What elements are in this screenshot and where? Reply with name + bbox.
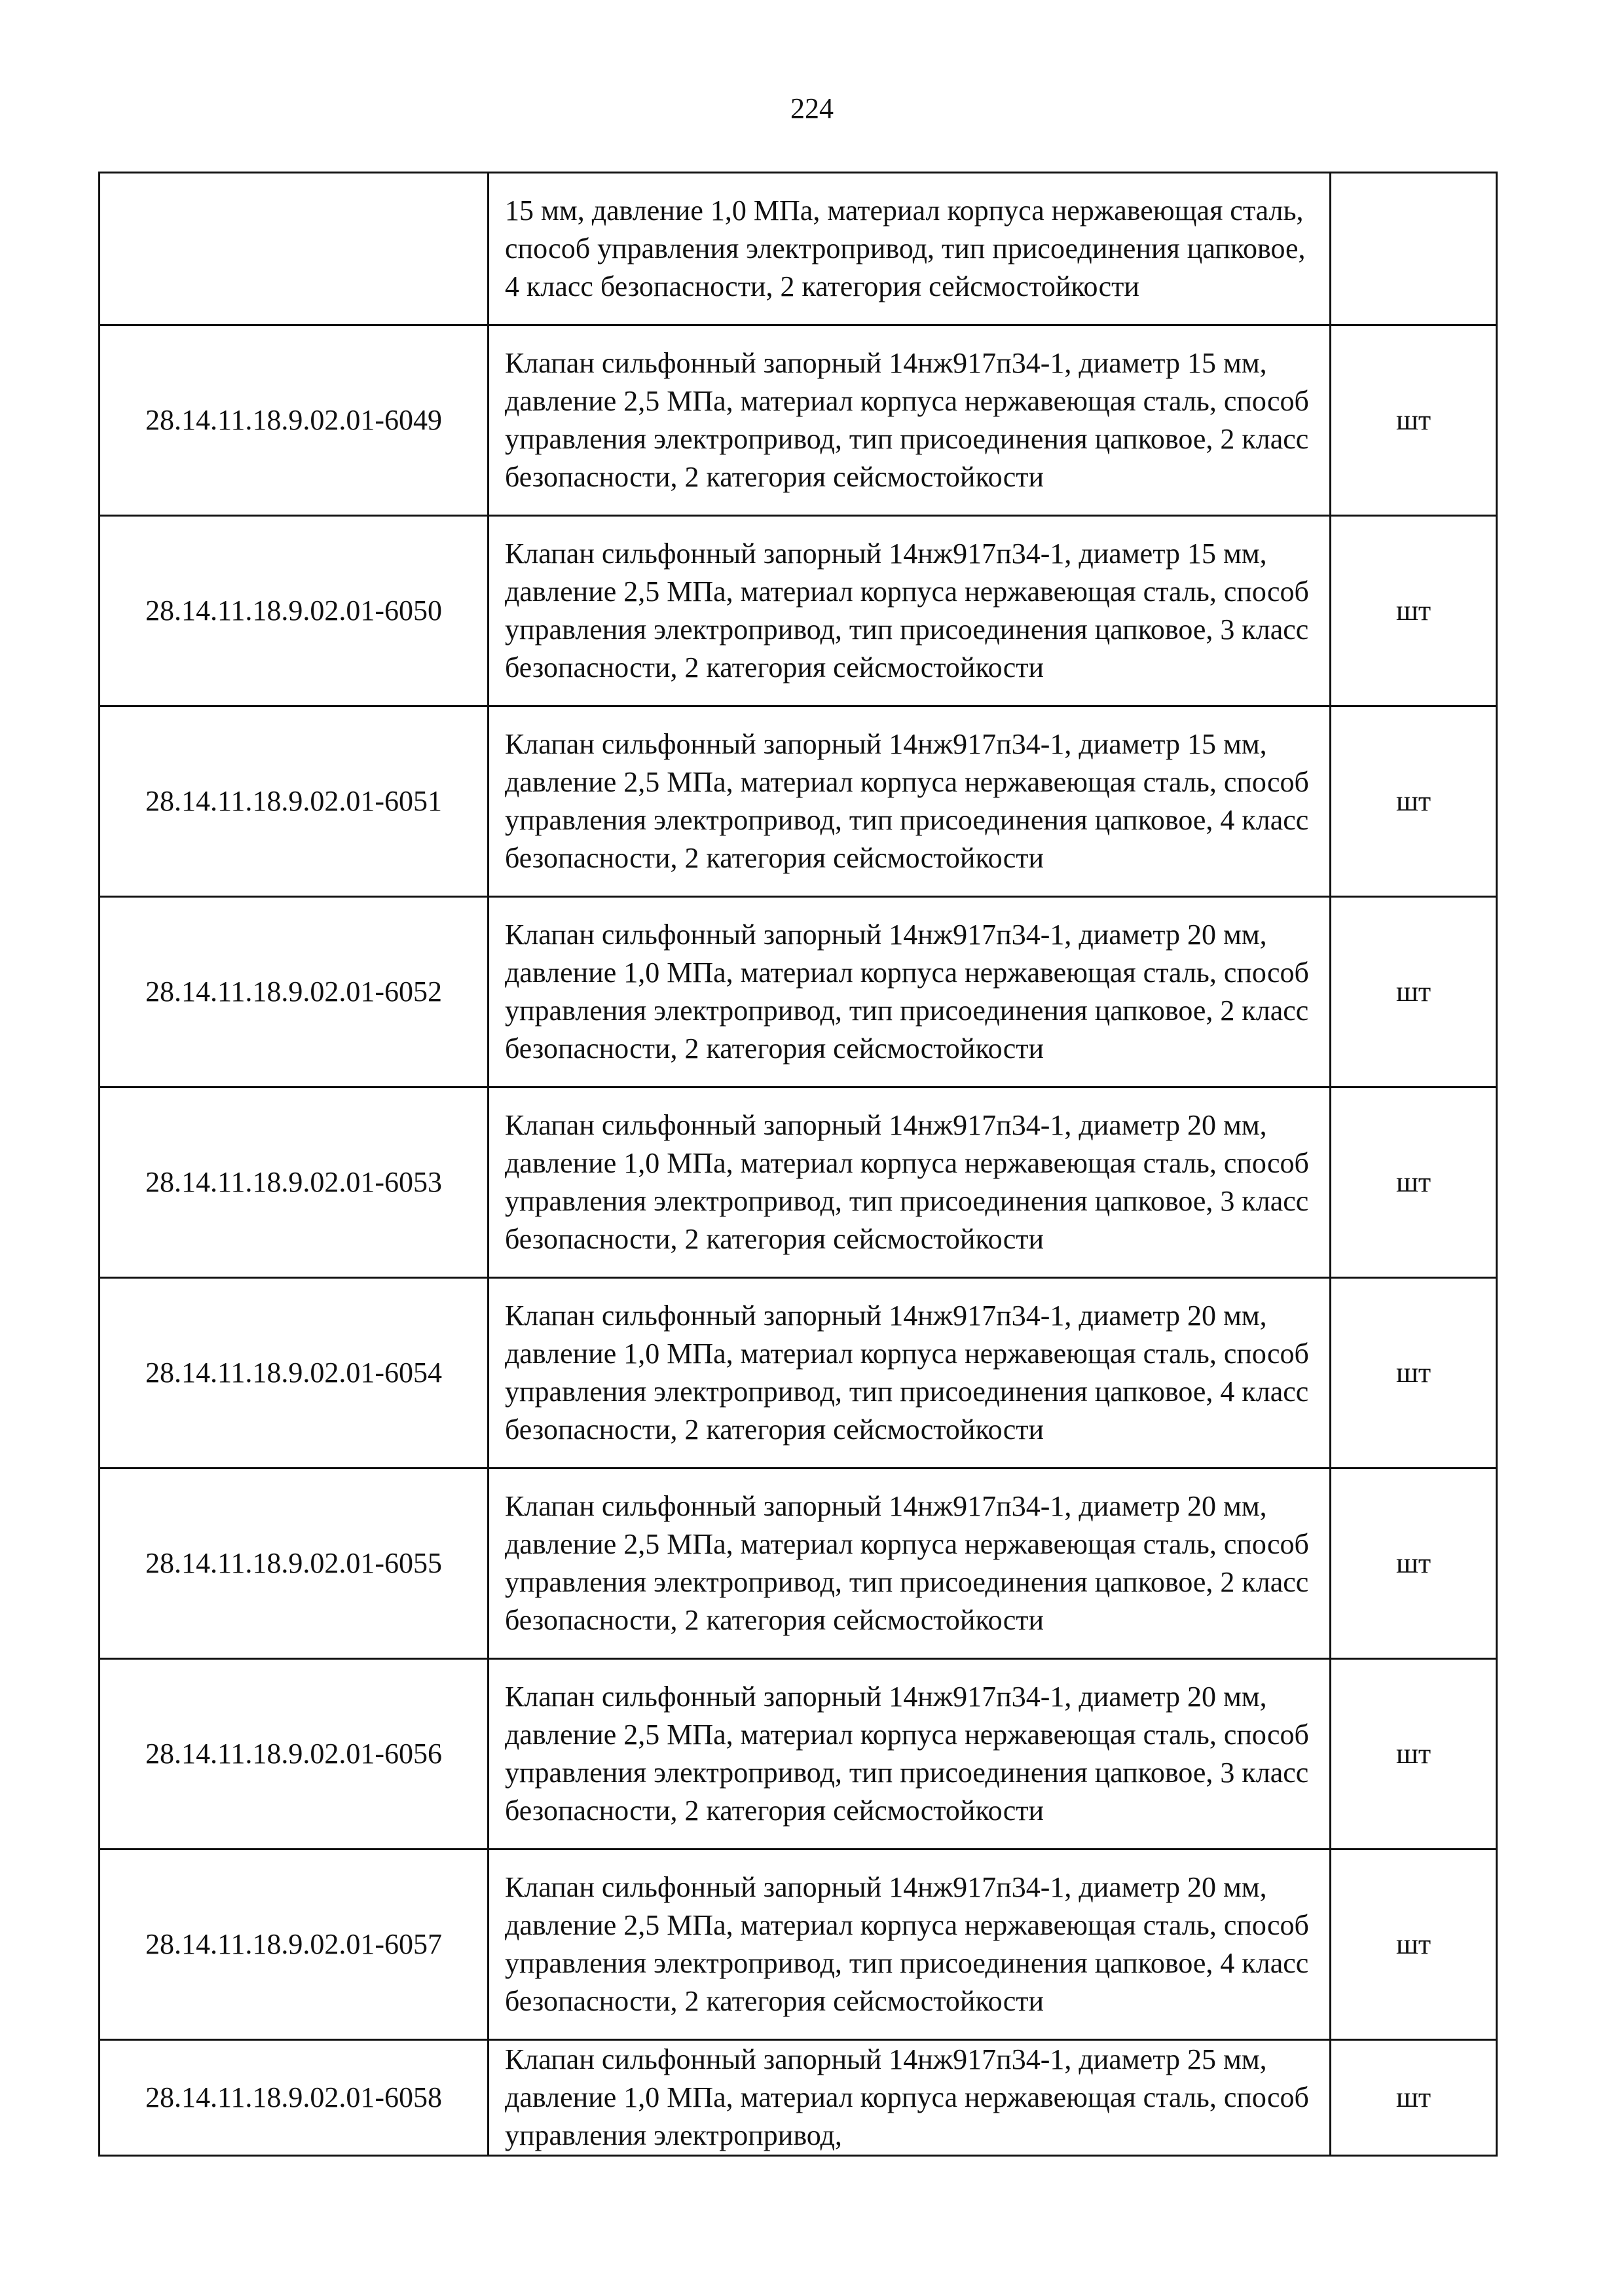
resource-unit: шт (1331, 516, 1497, 706)
resource-code: 28.14.11.18.9.02.01-6057 (100, 1850, 489, 2040)
resource-unit: шт (1331, 325, 1497, 516)
resource-code (100, 173, 489, 325)
resource-code: 28.14.11.18.9.02.01-6049 (100, 325, 489, 516)
table-row (100, 1659, 1497, 1850)
page-number: 224 (790, 92, 834, 124)
resource-description: Клапан сильфонный запорный 14нж917п34-1, диаметр 15 мм, давление 2,5 МПа, материал корпуса нержавеющая сталь, способ управления электропривод, тип присоединения цапковое, 3 класс безопасности, 2 категория сейсмостойкости (489, 516, 1331, 706)
resource-unit: шт (1331, 1087, 1497, 1278)
table-row (100, 325, 1497, 516)
table-row (100, 1850, 1497, 2040)
resource-description: Клапан сильфонный запорный 14нж917п34-1, диаметр 15 мм, давление 2,5 МПа, материал корпуса нержавеющая сталь, способ управления электропривод, тип присоединения цапковое, 2 класс безопасности, 2 категория сейсмостойкости (489, 325, 1331, 516)
table-row (100, 897, 1497, 1087)
resource-description: Клапан сильфонный запорный 14нж917п34-1, диаметр 15 мм, давление 2,5 МПа, материал корпуса нержавеющая сталь, способ управления электропривод, тип присоединения цапковое, 4 класс безопасности, 2 категория сейсмостойкости (489, 706, 1331, 897)
resource-description: 15 мм, давление 1,0 МПа, материал корпуса нержавеющая сталь, способ управления электропривод, тип присоединения цапковое, 4 класс безопасности, 2 категория сейсмостойкости (489, 173, 1331, 325)
table-row (100, 516, 1497, 706)
resource-code: 28.14.11.18.9.02.01-6058 (100, 2040, 489, 2156)
resource-description: Клапан сильфонный запорный 14нж917п34-1, диаметр 20 мм, давление 2,5 МПа, материал корпуса нержавеющая сталь, способ управления электропривод, тип присоединения цапковое, 3 класс безопасности, 2 категория сейсмостойкости (489, 1659, 1331, 1850)
resource-table (98, 172, 1498, 2157)
resource-description: Клапан сильфонный запорный 14нж917п34-1, диаметр 20 мм, давление 2,5 МПа, материал корпуса нержавеющая сталь, способ управления электропривод, тип присоединения цапковое, 2 класс безопасности, 2 категория сейсмостойкости (489, 1468, 1331, 1659)
resource-code: 28.14.11.18.9.02.01-6056 (100, 1659, 489, 1850)
resource-code: 28.14.11.18.9.02.01-6051 (100, 706, 489, 897)
resource-description: Клапан сильфонный запорный 14нж917п34-1, диаметр 20 мм, давление 2,5 МПа, материал корпуса нержавеющая сталь, способ управления электропривод, тип присоединения цапковое, 4 класс безопасности, 2 категория сейсмостойкости (489, 1850, 1331, 2040)
table-row (100, 1087, 1497, 1278)
resource-code: 28.14.11.18.9.02.01-6050 (100, 516, 489, 706)
resource-unit (1331, 173, 1497, 325)
resource-description: Клапан сильфонный запорный 14нж917п34-1, диаметр 25 мм, давление 1,0 МПа, материал корпуса нержавеющая сталь, способ управления электропривод, (489, 2040, 1331, 2156)
resource-unit: шт (1331, 1278, 1497, 1468)
resource-description: Клапан сильфонный запорный 14нж917п34-1, диаметр 20 мм, давление 1,0 МПа, материал корпуса нержавеющая сталь, способ управления электропривод, тип присоединения цапковое, 4 класс безопасности, 2 категория сейсмостойкости (489, 1278, 1331, 1468)
resource-unit: шт (1331, 1850, 1497, 2040)
resource-code: 28.14.11.18.9.02.01-6052 (100, 897, 489, 1087)
table-row (100, 2040, 1497, 2156)
table-row (100, 173, 1497, 325)
resource-unit: шт (1331, 897, 1497, 1087)
table-row (100, 1278, 1497, 1468)
resource-unit: шт (1331, 706, 1497, 897)
resource-unit: шт (1331, 1659, 1497, 1850)
table-row (100, 706, 1497, 897)
table-row (100, 1468, 1497, 1659)
resource-unit: шт (1331, 1468, 1497, 1659)
resource-unit: шт (1331, 2040, 1497, 2156)
resource-code: 28.14.11.18.9.02.01-6055 (100, 1468, 489, 1659)
resource-code: 28.14.11.18.9.02.01-6053 (100, 1087, 489, 1278)
resource-description: Клапан сильфонный запорный 14нж917п34-1, диаметр 20 мм, давление 1,0 МПа, материал корпуса нержавеющая сталь, способ управления электропривод, тип присоединения цапковое, 2 класс безопасности, 2 категория сейсмостойкости (489, 897, 1331, 1087)
resource-code: 28.14.11.18.9.02.01-6054 (100, 1278, 489, 1468)
resource-description: Клапан сильфонный запорный 14нж917п34-1, диаметр 20 мм, давление 1,0 МПа, материал корпуса нержавеющая сталь, способ управления электропривод, тип присоединения цапковое, 3 класс безопасности, 2 категория сейсмостойкости (489, 1087, 1331, 1278)
